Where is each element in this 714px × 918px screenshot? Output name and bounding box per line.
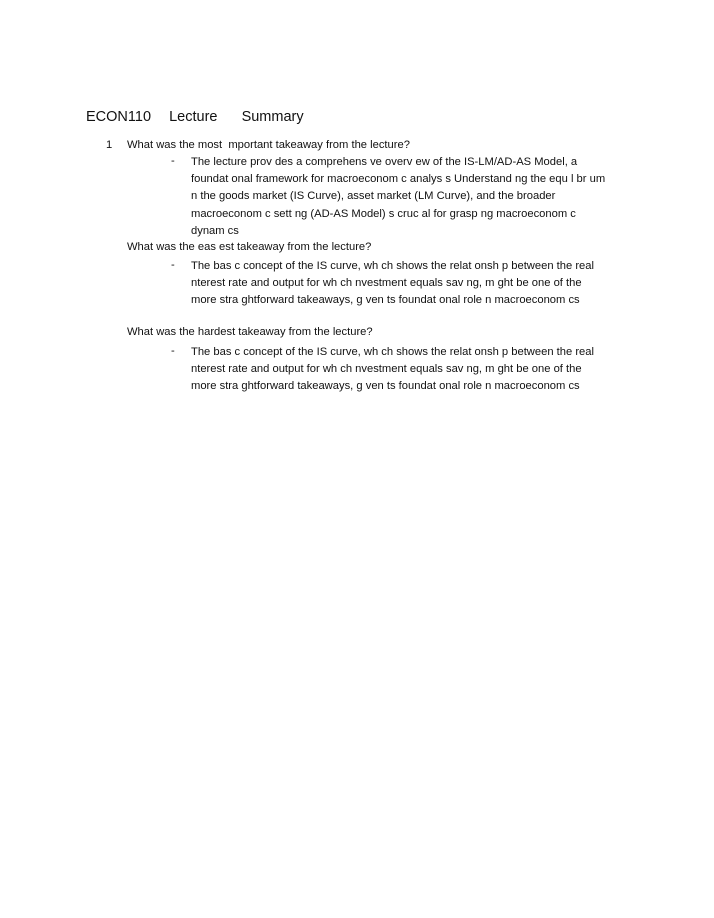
answer-bullet: - <box>171 259 175 271</box>
question-text: What was the hardest takeaway from the lecture? <box>127 326 373 338</box>
question-text: What was the eas est takeaway from the lecture? <box>127 241 372 253</box>
document-title: ECON110 Lecture Summary <box>86 109 304 125</box>
answer-text: The lecture prov des a comprehens ve overv ew of the IS-LM/AD-AS Model, a foundat onal framework for macroeconom c analys s Understand ng the equ l br um n the goods market (IS Curve), asset market (LM Curve), and the broader macroeconom c sett ng (AD-AS Model) s cruc al for grasp ng macroeconom c dynam cs <box>191 156 606 237</box>
answer-bullet: - <box>171 345 175 357</box>
answer-bullet: - <box>171 155 175 167</box>
question-number: 1 <box>106 139 113 151</box>
answer-text: The bas c concept of the IS curve, wh ch shows the relat onsh p between the real nterest rate and output for wh ch nvestment equals sav ng, m ght be one of the more stra ghtforward takeaways, g ven ts foundat onal role n macroeconom cs <box>191 260 594 307</box>
question-text: What was the most mportant takeaway from the lecture? <box>127 139 410 151</box>
answer-text: The bas c concept of the IS curve, wh ch shows the relat onsh p between the real nterest rate and output for wh ch nvestment equals sav ng, m ght be one of the more stra ghtforward takeaways, g ven ts foundat onal role n macroeconom cs <box>191 346 594 393</box>
